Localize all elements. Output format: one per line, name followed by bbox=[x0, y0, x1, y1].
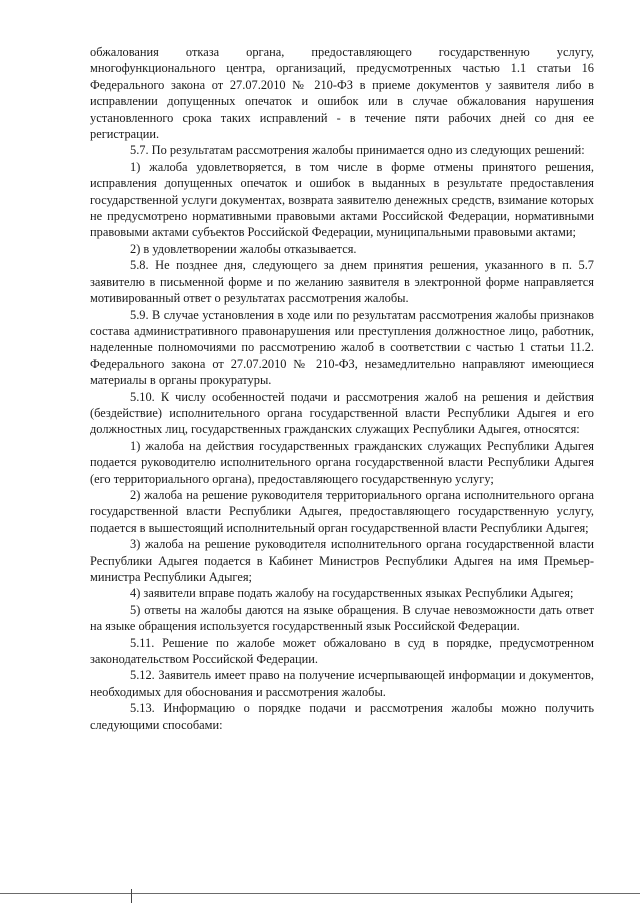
paragraph-5-8: 5.8. Не позднее дня, следующего за днем принятия решения, указанного в п. 5.7 заявителю в письменной форме и по желанию заявителя в электронной форме направляется мотивированный ответ о результатах рассмотрения жалобы. bbox=[90, 258, 594, 306]
scan-edge-tick bbox=[131, 889, 132, 903]
scan-edge-line bbox=[0, 893, 640, 894]
paragraph-5-7-item-2: 2) в удовлетворении жалобы отказывается. bbox=[130, 241, 357, 256]
paragraph-5-10-item-1: 1) жалоба на действия государственных гражданских служащих Республики Адыгея подается руководителю исполнительного органа государственной власти Республики Адыгея (его территориального органа), предоставляющего государственную услугу; bbox=[90, 438, 594, 486]
paragraph-5-10: 5.10. К числу особенностей подачи и рассмотрения жалоб на решения и действия (бездействие) исполнительного органа государственной власти Республики Адыгея и его должностных лиц, государственных гражданских служащих Республики Адыгея, относятся: bbox=[90, 389, 594, 437]
paragraph-5-10-item-3: 3) жалоба на решение руководителя исполнительного органа государственной власти Республики Адыгея подается в Кабинет Министров Республики Адыгея на имя Премьер-министра Республики Адыгея; bbox=[90, 537, 594, 584]
paragraph-5-11: 5.11. Решение по жалобе может обжаловано в суд в порядке, предусмотренном законодательством Российской Федерации. bbox=[90, 635, 594, 667]
paragraph-5-10-item-2: 2) жалоба на решение руководителя территориального органа исполнительного органа государственной власти Республики Адыгея, предоставляющего государственную услугу, подается в вышестоящий исполнительный орган государственной власти Республики Адыгея; bbox=[90, 487, 594, 535]
paragraph-5-10-item-5: 5) ответы на жалобы даются на языке обращения. В случае невозможности дать ответ на языке обращения используется государственный язык Российской Федерации. bbox=[90, 602, 594, 634]
paragraph-5-9: 5.9. В случае установления в ходе или по результатам рассмотрения жалобы признаков состава административного правонарушения или преступления должностное лицо, работник, наделенные полномочиями по рассмотрению жалоб в соответствии с частью 1 статьи 11.2. Федерального закона от 27.07.2010 № 210-ФЗ, незамедлительно направляют имеющиеся материалы в органы прокуратуры. bbox=[90, 307, 594, 388]
paragraph-5-12: 5.12. Заявитель имеет право на получение исчерпывающей информации и документов, необходимых для обоснования и рассмотрения жалобы. bbox=[90, 668, 594, 699]
paragraph-5-10-item-4: 4) заявители вправе подать жалобу на государственных языках Республики Адыгея; bbox=[130, 586, 574, 601]
paragraph-5-13: 5.13. Информацию о порядке подачи и рассмотрения жалобы можно получить следующими способами: bbox=[90, 701, 594, 732]
paragraph-5-7: 5.7. По результатам рассмотрения жалобы принимается одно из следующих решений: bbox=[130, 143, 585, 158]
paragraph-5-7-item-1: 1) жалоба удовлетворяется, в том числе в форме отмены принятого решения, исправления допущенных опечаток и ошибок в выданных в результате предоставления государственной услуги документах, возврата заявителю денежных средств, взимание которых не предусмотрено нормативными правовыми актами Российской Федерации, нормативными правовыми актами субъектов Российской Федерации, муниципальными правовыми актами; bbox=[90, 159, 594, 240]
paragraph-appeal-deadline: обжалования отказа органа, предоставляющего государственную услугу, многофункционального центра, организаций, предусмотренных частью 1.1 статьи 16 Федерального закона от 27.07.2010 № 210-ФЗ в приеме документов у заявителя либо в исправлении допущенных опечаток и ошибок или в случае обжалования нарушения установленного срока таких исправлений - в течение пяти рабочих дней со дня ее регистрации. bbox=[90, 45, 594, 142]
document-page bbox=[90, 44, 594, 733]
